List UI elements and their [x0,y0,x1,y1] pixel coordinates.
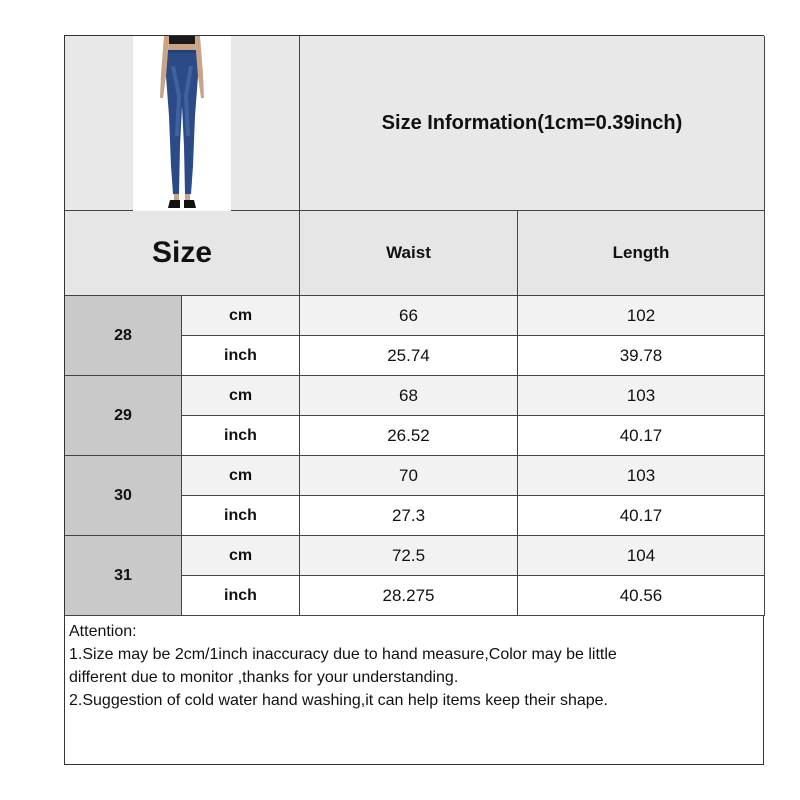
size-label: 28 [65,296,182,376]
header-size: Size [65,211,300,296]
waist-cm: 68 [300,376,518,416]
length-inch: 40.56 [518,576,765,616]
waist-inch: 28.275 [300,576,518,616]
product-photo-cell [65,36,300,211]
waist-inch: 27.3 [300,496,518,536]
length-cm: 103 [518,456,765,496]
length-inch: 40.17 [518,416,765,456]
notes-line-1a: 1.Size may be 2cm/1inch inaccuracy due to hand measure,Color may be little [69,646,617,663]
product-photo [133,36,231,211]
waist-inch: 25.74 [300,336,518,376]
jeans-model-illustration [133,36,231,211]
waist-cm: 70 [300,456,518,496]
size-chart [64,35,764,765]
size-info-title: Size Information(1cm=0.39inch) [300,36,765,211]
length-cm: 104 [518,536,765,576]
unit-cm: cm [182,536,300,576]
unit-inch: inch [182,496,300,536]
size-label: 29 [65,376,182,456]
notes-heading: Attention: [69,623,137,640]
waist-inch: 26.52 [300,416,518,456]
waist-cm: 66 [300,296,518,336]
header-waist: Waist [300,211,518,296]
notes-line-1b: different due to monitor ,thanks for your understanding. [69,669,459,686]
length-inch: 39.78 [518,336,765,376]
length-cm: 102 [518,296,765,336]
length-inch: 40.17 [518,496,765,536]
unit-inch: inch [182,336,300,376]
header-length: Length [518,211,765,296]
unit-inch: inch [182,416,300,456]
size-label: 31 [65,536,182,616]
attention-notes [65,616,765,766]
unit-inch: inch [182,576,300,616]
notes-line-2: 2.Suggestion of cold water hand washing,it can help items keep their shape. [69,692,608,709]
length-cm: 103 [518,376,765,416]
size-label: 30 [65,456,182,536]
unit-cm: cm [182,296,300,336]
unit-cm: cm [182,376,300,416]
unit-cm: cm [182,456,300,496]
waist-cm: 72.5 [300,536,518,576]
